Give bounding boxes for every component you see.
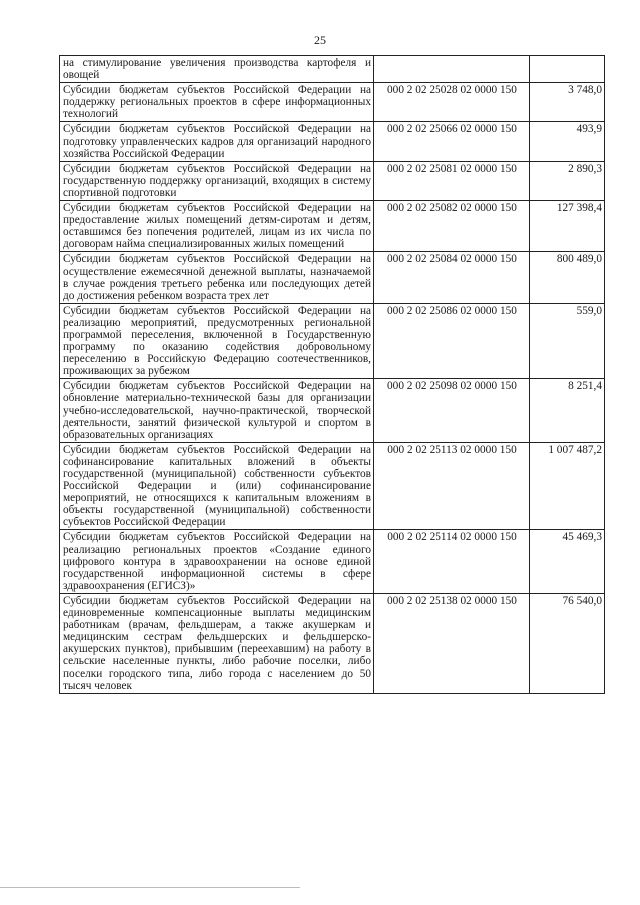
row-amount: 127 398,4 [530, 201, 605, 252]
row-description: на стимулирование увеличения производства картофеля и овощей [60, 56, 374, 83]
table-row [60, 252, 605, 303]
table-row [60, 122, 605, 161]
row-budget-code: 000 2 02 25086 02 0000 150 [374, 303, 530, 379]
row-description: Субсидии бюджетам субъектов Российской Федерации на софинансирование капитальных вложений в объекты государственной (муниципальной) собственности субъектов Российской Федерации и (или) софинансирование мероприятий, не относящихся к капитальным вложениям в объекты государственной (муниципальной) собственности субъектов Российской Федерации [60, 442, 374, 530]
table-row [60, 161, 605, 200]
revenue-table-body [60, 56, 605, 694]
table-row [60, 442, 605, 530]
revenue-table [59, 55, 605, 694]
table-row [60, 83, 605, 122]
row-budget-code: 000 2 02 25028 02 0000 150 [374, 83, 530, 122]
table-row [60, 593, 605, 693]
row-budget-code: 000 2 02 25138 02 0000 150 [374, 593, 530, 693]
row-budget-code: 000 2 02 25098 02 0000 150 [374, 379, 530, 442]
row-description: Субсидии бюджетам субъектов Российской Федерации на поддержку региональных проектов в сфере информационных технологий [60, 83, 374, 122]
row-description: Субсидии бюджетам субъектов Российской Федерации на подготовку управленческих кадров для организаций народного хозяйства Российской Федерации [60, 122, 374, 161]
row-amount: 800 489,0 [530, 252, 605, 303]
row-amount: 493,9 [530, 122, 605, 161]
row-budget-code [374, 56, 530, 83]
row-amount: 1 007 487,2 [530, 442, 605, 530]
row-budget-code: 000 2 02 25084 02 0000 150 [374, 252, 530, 303]
row-budget-code: 000 2 02 25082 02 0000 150 [374, 201, 530, 252]
row-budget-code: 000 2 02 25081 02 0000 150 [374, 161, 530, 200]
row-amount: 559,0 [530, 303, 605, 379]
bottom-rule [0, 887, 300, 888]
row-description: Субсидии бюджетам субъектов Российской Федерации на государственную поддержку организаций, входящих в систему спортивной подготовки [60, 161, 374, 200]
table-row [60, 56, 605, 83]
row-description: Субсидии бюджетам субъектов Российской Федерации на осуществление ежемесячной денежной выплаты, назначаемой в случае рождения третьего ребенка или последующих детей до достижения ребенком возраста трех лет [60, 252, 374, 303]
table-row [60, 303, 605, 379]
table-row [60, 379, 605, 442]
row-amount [530, 56, 605, 83]
row-budget-code: 000 2 02 25113 02 0000 150 [374, 442, 530, 530]
row-description: Субсидии бюджетам субъектов Российской Федерации на реализацию мероприятий, предусмотренных региональной программой переселения, включенной в Государственную программу по оказанию содействия добровольному переселению в Российскую Федерацию соотечественников, проживающих за рубежом [60, 303, 374, 379]
row-amount: 76 540,0 [530, 593, 605, 693]
row-budget-code: 000 2 02 25066 02 0000 150 [374, 122, 530, 161]
row-description: Субсидии бюджетам субъектов Российской Федерации на обновление материально-технической базы для организации учебно-исследовательской, научно-практической, творческой деятельности, занятий физической культурой и спортом в образовательных организациях [60, 379, 374, 442]
row-description: Субсидии бюджетам субъектов Российской Федерации на единовременные компенсационные выплаты медицинским работникам (врачам, фельдшерам, а также акушеркам и медицинским сестрам фельдшерских и фельдшерско-акушерских пунктов), прибывшим (переехавшим) на работу в сельские населенные пункты, либо рабочие поселки, либо поселки городского типа, либо города с населением до 50 тысяч человек [60, 593, 374, 693]
row-amount: 8 251,4 [530, 379, 605, 442]
table-row [60, 530, 605, 593]
row-amount: 45 469,3 [530, 530, 605, 593]
row-description: Субсидии бюджетам субъектов Российской Федерации на предоставление жилых помещений детям-сиротам и детям, оставшимся без попечения родителей, лицам из их числа по договорам найма специализированных жилых помещений [60, 201, 374, 252]
row-amount: 3 748,0 [530, 83, 605, 122]
row-amount: 2 890,3 [530, 161, 605, 200]
page-number: 25 [314, 33, 326, 47]
table-row [60, 201, 605, 252]
row-budget-code: 000 2 02 25114 02 0000 150 [374, 530, 530, 593]
row-description: Субсидии бюджетам субъектов Российской Федерации на реализацию региональных проектов «Создание единого цифрового контура в здравоохранении на основе единой государственной информационной системы в сфере здравоохранения (ЕГИСЗ)» [60, 530, 374, 593]
